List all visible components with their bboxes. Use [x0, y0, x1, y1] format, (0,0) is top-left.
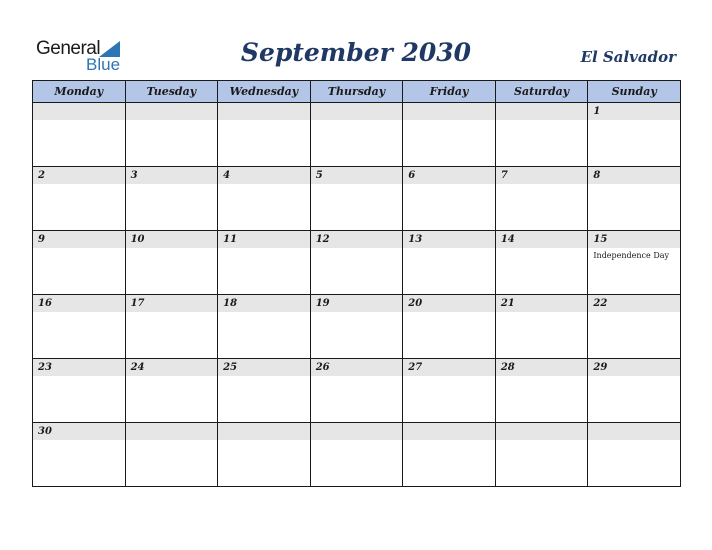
country-label: El Salvador — [580, 48, 676, 66]
day-number-bar — [311, 167, 403, 184]
day-cell — [125, 423, 218, 487]
day-number-bar — [403, 103, 495, 120]
day-number-bar — [126, 103, 218, 120]
weekday-header: Thursday — [310, 81, 403, 103]
week-row — [33, 103, 681, 167]
calendar-grid — [32, 80, 681, 487]
day-number-bar — [33, 167, 125, 184]
day-cell — [33, 295, 126, 359]
day-number: 25 — [223, 362, 238, 373]
day-number: 27 — [408, 362, 423, 373]
day-number: 29 — [593, 362, 608, 373]
page-title: September 2030 — [240, 38, 472, 67]
week-row — [33, 423, 681, 487]
day-number: 9 — [38, 234, 45, 245]
weekday-header: Friday — [403, 81, 496, 103]
day-cell — [310, 295, 403, 359]
day-cell — [218, 167, 311, 231]
day-cell — [588, 103, 681, 167]
day-cell — [403, 103, 496, 167]
day-cell — [218, 231, 311, 295]
day-number: 13 — [408, 234, 423, 245]
day-number-bar — [126, 423, 218, 440]
holiday-label: Independence Day — [593, 251, 670, 260]
day-number-bar — [496, 103, 588, 120]
day-cell — [403, 231, 496, 295]
day-cell — [588, 231, 681, 295]
weekday-header: Monday — [33, 81, 126, 103]
weekday-header: Wednesday — [218, 81, 311, 103]
day-number-bar — [403, 295, 495, 312]
day-number: 24 — [130, 362, 145, 373]
day-cell — [125, 359, 218, 423]
day-cell — [403, 359, 496, 423]
day-number-bar — [126, 167, 218, 184]
day-number-bar — [311, 231, 403, 248]
week-row — [33, 295, 681, 359]
day-cell — [125, 103, 218, 167]
weekday-header: Saturday — [495, 81, 588, 103]
day-number-bar — [218, 103, 310, 120]
day-cell — [33, 423, 126, 487]
week-row — [33, 167, 681, 231]
day-number: 22 — [593, 298, 608, 309]
day-number-bar — [403, 359, 495, 376]
day-number-bar — [311, 423, 403, 440]
day-number-bar — [33, 231, 125, 248]
day-number: 17 — [130, 298, 145, 309]
day-number: 10 — [130, 234, 145, 245]
day-cell — [33, 103, 126, 167]
day-number-bar — [311, 295, 403, 312]
day-number-bar — [33, 359, 125, 376]
day-cell — [495, 295, 588, 359]
day-number-bar — [311, 359, 403, 376]
weekday-header: Sunday — [588, 81, 681, 103]
day-cell — [33, 167, 126, 231]
day-cell — [588, 167, 681, 231]
brand-logo — [36, 38, 136, 74]
weekday-header-row — [33, 81, 681, 103]
day-number-bar — [403, 167, 495, 184]
day-number-bar — [126, 231, 218, 248]
day-number: 28 — [500, 362, 515, 373]
day-number-bar — [218, 231, 310, 248]
day-number: 15 — [593, 234, 608, 245]
day-cell — [495, 231, 588, 295]
day-number: 21 — [500, 298, 515, 309]
day-number: 6 — [408, 170, 416, 181]
day-number-bar — [33, 423, 125, 440]
day-cell — [310, 231, 403, 295]
day-number: 1 — [593, 106, 601, 117]
day-number: 19 — [315, 298, 330, 309]
day-cell — [588, 295, 681, 359]
day-cell — [218, 359, 311, 423]
day-number-bar — [218, 423, 310, 440]
day-number-bar — [588, 167, 680, 184]
day-number-bar — [33, 103, 125, 120]
day-number-bar — [588, 231, 680, 248]
day-cell — [310, 167, 403, 231]
week-row — [33, 359, 681, 423]
day-number-bar — [496, 423, 588, 440]
day-number-bar — [311, 103, 403, 120]
day-cell — [403, 167, 496, 231]
logo-word-general: General — [36, 38, 101, 59]
day-cell — [403, 423, 496, 487]
day-number-bar — [126, 295, 218, 312]
day-number: 8 — [593, 170, 601, 181]
day-cell — [310, 423, 403, 487]
day-cell — [218, 423, 311, 487]
day-cell — [403, 295, 496, 359]
day-cell — [125, 167, 218, 231]
week-row — [33, 231, 681, 295]
day-number-bar — [218, 295, 310, 312]
day-number-bar — [403, 423, 495, 440]
day-number-bar — [33, 295, 125, 312]
day-number-bar — [496, 359, 588, 376]
day-number-bar — [403, 231, 495, 248]
day-cell — [495, 359, 588, 423]
day-cell — [495, 167, 588, 231]
day-number-bar — [588, 295, 680, 312]
day-number-bar — [496, 231, 588, 248]
day-number: 18 — [223, 298, 238, 309]
day-cell — [588, 359, 681, 423]
day-cell — [33, 231, 126, 295]
day-number: 4 — [223, 170, 231, 181]
day-number-bar — [496, 167, 588, 184]
day-cell — [588, 423, 681, 487]
weekday-header: Tuesday — [125, 81, 218, 103]
day-number: 7 — [500, 170, 508, 181]
day-cell — [125, 231, 218, 295]
day-number-bar — [218, 359, 310, 376]
day-cell — [218, 295, 311, 359]
day-cell — [310, 103, 403, 167]
day-cell — [310, 359, 403, 423]
day-cell — [125, 295, 218, 359]
day-number-bar — [496, 295, 588, 312]
day-number: 20 — [408, 298, 423, 309]
day-cell — [495, 103, 588, 167]
day-number: 26 — [315, 362, 330, 373]
day-number-bar — [218, 167, 310, 184]
day-number: 3 — [130, 170, 138, 181]
logo-word-blue: Blue — [86, 55, 121, 74]
day-cell — [495, 423, 588, 487]
day-cell — [33, 359, 126, 423]
day-cell — [218, 103, 311, 167]
day-number: 2 — [38, 170, 45, 181]
day-number: 30 — [38, 426, 52, 437]
day-number: 23 — [38, 362, 52, 373]
day-number: 5 — [315, 170, 323, 181]
day-number: 12 — [315, 234, 330, 245]
day-number: 14 — [500, 234, 515, 245]
day-number: 11 — [223, 234, 238, 245]
day-number-bar — [588, 423, 680, 440]
day-number-bar — [126, 359, 218, 376]
day-number-bar — [588, 359, 680, 376]
day-number-bar — [588, 103, 680, 120]
day-number: 16 — [38, 298, 52, 309]
